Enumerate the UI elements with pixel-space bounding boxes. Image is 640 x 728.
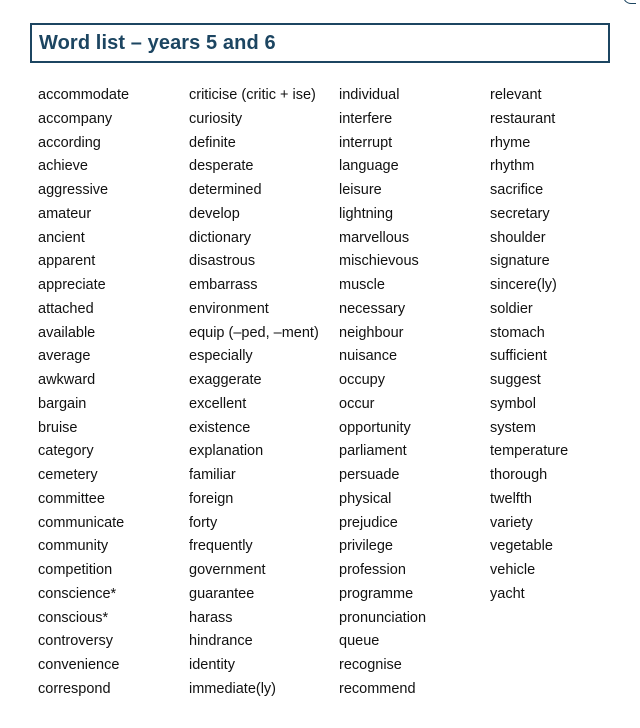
word-item: leisure xyxy=(339,182,382,198)
word-item: cemetery xyxy=(38,467,98,483)
word-item: explanation xyxy=(189,443,264,460)
word-item: sufficient xyxy=(490,348,547,365)
word-item: muscle xyxy=(339,277,385,293)
word-column-3 xyxy=(339,84,484,702)
word-item: individual xyxy=(339,87,400,103)
word-item: profession xyxy=(339,562,406,578)
word-item: definite xyxy=(189,134,236,151)
word-item: secretary xyxy=(490,205,550,222)
word-item: opportunity xyxy=(339,419,411,436)
word-item: criticise (critic + ise) xyxy=(189,87,316,103)
word-item: restaurant xyxy=(490,110,556,127)
word-item: ancient xyxy=(38,229,85,246)
title-box xyxy=(30,23,610,63)
word-item: pronunciation xyxy=(339,609,427,626)
word-item: recognise xyxy=(339,657,402,673)
word-item: conscious* xyxy=(38,609,109,626)
word-item: desperate xyxy=(189,158,254,175)
word-item: rhythm xyxy=(490,158,535,175)
word-item: amateur xyxy=(38,205,92,222)
word-item: necessary xyxy=(339,300,406,317)
word-item: bargain xyxy=(38,395,87,412)
word-item: excellent xyxy=(189,395,247,412)
word-column-1 xyxy=(38,84,183,702)
word-item: sincere(ly) xyxy=(490,277,557,293)
word-item: equip (–ped, –ment) xyxy=(189,324,319,341)
word-item: signature xyxy=(490,253,550,270)
word-item: shoulder xyxy=(490,229,546,246)
word-item: foreign xyxy=(189,490,234,507)
word-item: according xyxy=(38,134,101,151)
word-item: identity xyxy=(189,657,235,673)
word-item: interfere xyxy=(339,110,393,127)
word-item: occur xyxy=(339,395,375,412)
word-item: queue xyxy=(339,633,380,650)
word-item: stomach xyxy=(490,324,545,341)
word-item: conscience* xyxy=(38,585,117,602)
word-item: relevant xyxy=(490,87,542,103)
word-item: competition xyxy=(38,562,113,578)
word-item: average xyxy=(38,348,91,365)
word-item: programme xyxy=(339,585,414,602)
word-item: vehicle xyxy=(490,562,536,578)
page-title: Word list – years 5 and 6 xyxy=(39,31,276,54)
word-item: hindrance xyxy=(189,633,253,650)
word-item: exaggerate xyxy=(189,372,262,388)
word-item: marvellous xyxy=(339,229,410,246)
word-column-4 xyxy=(490,84,635,607)
word-item: aggressive xyxy=(38,182,109,198)
word-item: community xyxy=(38,538,109,555)
word-item: mischievous xyxy=(339,253,419,270)
word-item: physical xyxy=(339,490,392,507)
word-item: especially xyxy=(189,348,253,365)
word-item: lightning xyxy=(339,205,394,222)
word-item: existence xyxy=(189,419,251,436)
word-item: parliament xyxy=(339,443,407,460)
word-item: twelfth xyxy=(490,490,532,507)
word-item: yacht xyxy=(490,585,525,602)
word-item: language xyxy=(339,158,399,175)
word-item: government xyxy=(189,562,266,578)
word-item: attached xyxy=(38,300,94,317)
word-item: curiosity xyxy=(189,110,243,127)
word-item: bruise xyxy=(38,419,78,436)
word-item: system xyxy=(490,419,536,436)
word-item: occupy xyxy=(339,372,385,388)
word-item: interrupt xyxy=(339,134,393,151)
corner-mark xyxy=(623,0,636,4)
word-item: variety xyxy=(490,514,533,531)
word-item: soldier xyxy=(490,300,533,317)
word-item: category xyxy=(38,443,94,460)
word-item: symbol xyxy=(490,395,536,412)
word-item: communicate xyxy=(38,514,125,531)
word-item: temperature xyxy=(490,443,569,460)
word-item: disastrous xyxy=(189,253,256,270)
word-item: frequently xyxy=(189,538,253,555)
word-item: immediate(ly) xyxy=(189,680,277,697)
word-item: committee xyxy=(38,490,105,507)
word-item: neighbour xyxy=(339,324,404,341)
word-item: dictionary xyxy=(189,229,252,246)
word-item: achieve xyxy=(38,158,88,175)
word-item: suggest xyxy=(490,372,541,388)
word-item: nuisance xyxy=(339,348,398,365)
word-item: accommodate xyxy=(38,87,130,103)
word-item: embarrass xyxy=(189,277,258,293)
word-item: privilege xyxy=(339,538,393,555)
word-item: thorough xyxy=(490,467,548,483)
word-item: apparent xyxy=(38,253,96,270)
word-item: guarantee xyxy=(189,585,255,602)
word-item: sacrifice xyxy=(490,182,544,198)
word-item: familiar xyxy=(189,467,236,483)
word-item: accompany xyxy=(38,110,113,127)
word-item: recommend xyxy=(339,680,416,697)
word-item: determined xyxy=(189,182,262,198)
word-item: appreciate xyxy=(38,277,106,293)
word-item: environment xyxy=(189,300,269,317)
word-item: awkward xyxy=(38,372,96,388)
word-item: prejudice xyxy=(339,514,398,531)
word-item: correspond xyxy=(38,680,111,697)
word-item: persuade xyxy=(339,467,400,483)
word-column-2 xyxy=(189,84,334,702)
word-item: vegetable xyxy=(490,538,553,555)
word-item: develop xyxy=(189,205,240,222)
word-item: available xyxy=(38,324,96,341)
word-item: rhyme xyxy=(490,134,531,151)
word-item: controversy xyxy=(38,633,113,650)
word-item: convenience xyxy=(38,657,120,673)
word-item: harass xyxy=(189,609,233,626)
word-item: forty xyxy=(189,514,218,531)
